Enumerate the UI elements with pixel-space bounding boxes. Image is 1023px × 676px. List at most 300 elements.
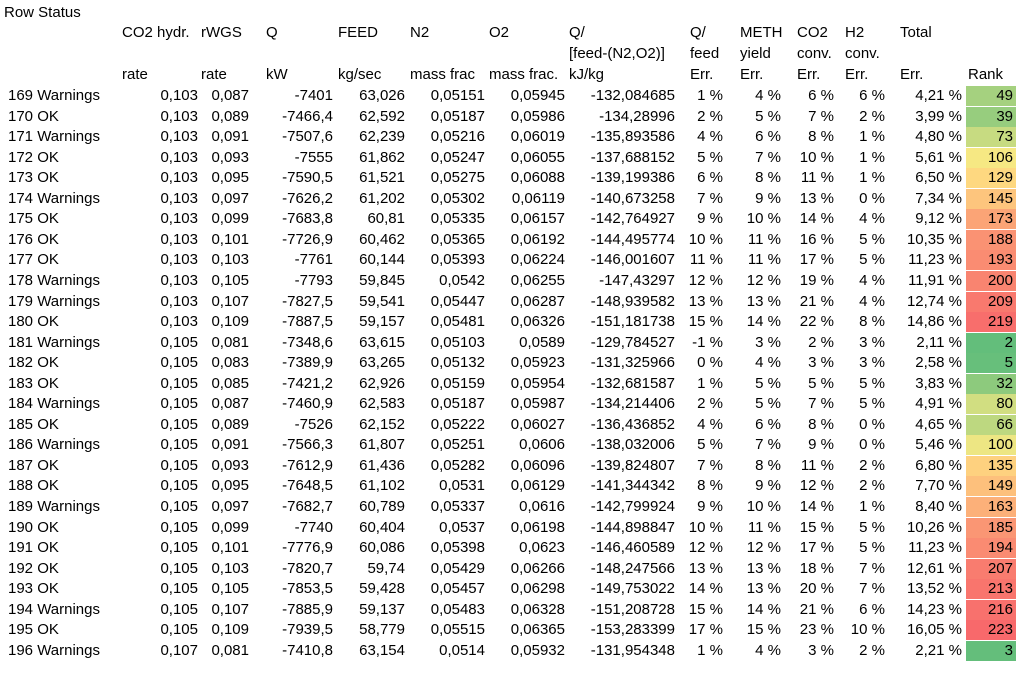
table-cell: 0,103: [160, 313, 198, 330]
table-cell: 0,099: [211, 210, 249, 227]
table-cell: -7761: [294, 251, 333, 268]
table-cell: 0,105: [160, 334, 198, 351]
table-cell: 0,05247: [430, 149, 485, 166]
table-cell: 7 %: [755, 149, 781, 166]
table-cell: 0,109: [211, 621, 249, 638]
header-label: Err.: [690, 66, 714, 83]
table-cell: 2 %: [859, 642, 885, 659]
table-cell: 0,05447: [430, 293, 485, 310]
table-cell: 7 %: [697, 190, 723, 207]
table-cell: 17 %: [799, 251, 834, 268]
table-cell: -7460,9: [282, 395, 333, 412]
table-cell: 14 %: [688, 580, 723, 597]
header-label: Err.: [900, 66, 924, 83]
header-label: N2: [410, 24, 430, 41]
table-cell: 4,80 %: [915, 128, 962, 145]
table-cell: 61,102: [359, 477, 405, 494]
table-cell: 12 %: [799, 477, 834, 494]
rank-cell: 73: [966, 127, 1016, 147]
table-cell: 5 %: [697, 436, 723, 453]
table-cell: -7885,9: [282, 601, 333, 618]
table-cell: 0,105: [160, 621, 198, 638]
table-cell: -139,199386: [590, 169, 675, 186]
table-cell: 0,103: [160, 293, 198, 310]
table-cell: 3 %: [859, 354, 885, 371]
table-cell: 0,05302: [430, 190, 485, 207]
table-cell: -142,799924: [590, 498, 675, 515]
table-cell: 0,05216: [430, 128, 485, 145]
table-cell: 0,087: [211, 395, 249, 412]
table-cell: 0,05393: [430, 251, 485, 268]
rank-cell: 106: [966, 148, 1016, 168]
table-cell: 2 %: [808, 334, 834, 351]
table-cell: 0,0589: [519, 334, 565, 351]
table-cell: 0,103: [160, 251, 198, 268]
table-cell: -129,784527: [590, 334, 675, 351]
table-cell: 2 %: [859, 457, 885, 474]
rank-cell: 163: [966, 497, 1016, 517]
header-label: Rank: [968, 66, 1004, 83]
table-cell: -1 %: [692, 334, 723, 351]
table-cell: 0,105: [160, 601, 198, 618]
table-cell: 0,105: [211, 272, 249, 289]
header-label: Q/: [690, 24, 706, 41]
table-cell: -7526: [294, 416, 333, 433]
table-cell: 60,789: [359, 498, 405, 515]
table-cell: -131,325966: [590, 354, 675, 371]
table-cell: 0,0537: [439, 519, 485, 536]
table-cell: 59,157: [359, 313, 405, 330]
table-cell: 0,06192: [510, 231, 565, 248]
table-cell: 59,74: [367, 560, 405, 577]
header-label: conv.: [797, 45, 832, 62]
table-cell: 59,845: [359, 272, 405, 289]
table-cell: -7682,7: [282, 498, 333, 515]
table-cell: 15 %: [799, 519, 834, 536]
table-cell: 60,086: [359, 539, 405, 556]
header-label: Q/: [569, 24, 585, 41]
table-cell: -134,214406: [590, 395, 675, 412]
table-cell: 11 %: [800, 169, 834, 186]
table-cell: 4 %: [755, 87, 781, 104]
table-cell: 11,91 %: [908, 272, 962, 289]
table-cell: 63,265: [359, 354, 405, 371]
table-cell: 6,50 %: [915, 169, 962, 186]
table-cell: 62,926: [359, 375, 405, 392]
row-status: 171 Warnings: [8, 128, 100, 145]
table-cell: 15 %: [688, 313, 723, 330]
table-cell: 0,087: [211, 87, 249, 104]
table-cell: 11,23 %: [908, 539, 962, 556]
rank-cell: 145: [966, 189, 1016, 209]
table-cell: 0,105: [160, 436, 198, 453]
table-cell: 59,541: [359, 293, 405, 310]
header-label: H2: [845, 24, 865, 41]
table-cell: 7 %: [808, 108, 834, 125]
table-cell: 5 %: [859, 231, 885, 248]
table-cell: 0,093: [211, 457, 249, 474]
table-cell: 7 %: [859, 560, 885, 577]
table-cell: 14 %: [799, 498, 834, 515]
table-cell: 0,103: [160, 272, 198, 289]
rank-cell: 80: [966, 394, 1016, 414]
table-cell: 3 %: [755, 334, 781, 351]
table-cell: -138,032006: [590, 436, 675, 453]
table-cell: 3,83 %: [915, 375, 962, 392]
table-cell: 0,105: [160, 477, 198, 494]
header-label: kW: [266, 66, 288, 83]
row-status: 190 OK: [8, 519, 59, 536]
table-cell: 61,436: [359, 457, 405, 474]
table-cell: -151,208728: [590, 601, 675, 618]
table-cell: 12 %: [746, 272, 781, 289]
table-cell: 4 %: [859, 293, 885, 310]
row-status: 185 OK: [8, 416, 59, 433]
rank-cell: 39: [966, 107, 1016, 127]
table-cell: 5 %: [755, 108, 781, 125]
table-cell: 5 %: [859, 251, 885, 268]
table-cell: -7827,5: [282, 293, 333, 310]
table-cell: 0,06096: [510, 457, 565, 474]
table-cell: 0,06129: [510, 477, 565, 494]
table-cell: -7348,6: [282, 334, 333, 351]
header-label: CO2 hydr.: [122, 24, 190, 41]
table-cell: -136,436852: [590, 416, 675, 433]
header-label: kJ/kg: [569, 66, 605, 83]
table-cell: 62,583: [359, 395, 405, 412]
table-cell: 0,083: [211, 354, 249, 371]
row-status: 169 Warnings: [8, 87, 100, 104]
row-status: 188 OK: [8, 477, 59, 494]
table-cell: 0,105: [211, 580, 249, 597]
header-label: FEED: [338, 24, 379, 41]
table-cell: -7726,9: [282, 231, 333, 248]
table-cell: 0,091: [211, 128, 249, 145]
table-cell: 21 %: [799, 293, 834, 310]
table-cell: 13 %: [746, 580, 781, 597]
header-label: conv.: [845, 45, 880, 62]
table-cell: 0,105: [160, 580, 198, 597]
table-cell: 1 %: [697, 375, 723, 392]
table-cell: 19 %: [799, 272, 834, 289]
rank-cell: 129: [966, 168, 1016, 188]
table-cell: 60,462: [359, 231, 405, 248]
table-cell: 5 %: [755, 395, 781, 412]
table-cell: -148,939582: [590, 293, 675, 310]
table-cell: 13,52 %: [906, 580, 962, 597]
table-cell: 12,61 %: [906, 560, 962, 577]
table-cell: 62,239: [359, 128, 405, 145]
table-cell: 0 %: [859, 190, 885, 207]
table-cell: 0,06287: [510, 293, 565, 310]
table-cell: 4 %: [697, 128, 723, 145]
table-cell: -7507,6: [282, 128, 333, 145]
table-cell: 0,06298: [510, 580, 565, 597]
table-cell: -7612,9: [282, 457, 333, 474]
table-cell: -148,247566: [590, 560, 675, 577]
table-cell: 0,0606: [519, 436, 565, 453]
table-cell: 13 %: [746, 560, 781, 577]
rank-cell: 173: [966, 209, 1016, 229]
table-cell: 5 %: [859, 375, 885, 392]
row-status: 180 OK: [8, 313, 59, 330]
table-cell: 20 %: [799, 580, 834, 597]
table-cell: 0,105: [160, 395, 198, 412]
table-cell: -137,688152: [590, 149, 675, 166]
table-cell: -140,673258: [590, 190, 675, 207]
row-status: 175 OK: [8, 210, 59, 227]
table-cell: 0,05103: [430, 334, 485, 351]
table-cell: 10 %: [746, 498, 781, 515]
table-cell: -134,28996: [599, 108, 675, 125]
row-status: 196 Warnings: [8, 642, 100, 659]
table-cell: 0,06328: [510, 601, 565, 618]
table-cell: -7590,5: [282, 169, 333, 186]
table-cell: 11 %: [747, 251, 781, 268]
table-cell: 0,05923: [510, 354, 565, 371]
table-cell: 0,0623: [519, 539, 565, 556]
table-cell: 9 %: [697, 210, 723, 227]
table-cell: 63,615: [359, 334, 405, 351]
rank-cell: 188: [966, 230, 1016, 250]
table-cell: -7648,5: [282, 477, 333, 494]
table-cell: 3 %: [808, 642, 834, 659]
table-cell: 0 %: [697, 354, 723, 371]
table-cell: 0,05398: [430, 539, 485, 556]
rank-cell: 66: [966, 415, 1016, 435]
table-cell: 0,105: [160, 416, 198, 433]
table-cell: 1 %: [859, 149, 885, 166]
table-cell: 0,107: [160, 642, 198, 659]
header-label: Total: [900, 24, 932, 41]
table-cell: 7 %: [859, 580, 885, 597]
table-cell: 11 %: [747, 519, 781, 536]
rank-cell: 213: [966, 579, 1016, 599]
table-cell: -147,43297: [599, 272, 675, 289]
table-cell: 14 %: [746, 601, 781, 618]
table-cell: 0,05151: [430, 87, 485, 104]
table-cell: 0,097: [211, 498, 249, 515]
table-cell: -7421,2: [282, 375, 333, 392]
table-cell: 0,05251: [430, 436, 485, 453]
table-cell: 0,05275: [430, 169, 485, 186]
table-cell: 0,103: [160, 108, 198, 125]
table-cell: 2 %: [697, 395, 723, 412]
rank-cell: 219: [966, 312, 1016, 332]
table-cell: 0,05222: [430, 416, 485, 433]
table-cell: 0,05954: [510, 375, 565, 392]
title-row-status: Row Status: [4, 4, 81, 21]
table-cell: 6 %: [859, 87, 885, 104]
rank-cell: 223: [966, 620, 1016, 640]
table-cell: 10 %: [799, 149, 834, 166]
header-label: Err.: [740, 66, 764, 83]
table-cell: 0,103: [160, 231, 198, 248]
table-cell: 0,109: [211, 313, 249, 330]
row-status: 174 Warnings: [8, 190, 100, 207]
table-cell: 0,05187: [430, 395, 485, 412]
table-cell: 59,137: [359, 601, 405, 618]
table-cell: 0,05986: [510, 108, 565, 125]
row-status: 191 OK: [8, 539, 59, 556]
table-cell: 13 %: [688, 293, 723, 310]
table-cell: 8 %: [808, 416, 834, 433]
row-status: 184 Warnings: [8, 395, 100, 412]
rank-cell: 209: [966, 292, 1016, 312]
table-cell: 0,05132: [430, 354, 485, 371]
table-cell: 0,103: [160, 149, 198, 166]
table-cell: 6 %: [755, 416, 781, 433]
table-cell: 0,06365: [510, 621, 565, 638]
table-cell: 0,06088: [510, 169, 565, 186]
table-cell: 0,089: [211, 416, 249, 433]
table-cell: 6 %: [755, 128, 781, 145]
row-status: 182 OK: [8, 354, 59, 371]
table-cell: 0,105: [160, 457, 198, 474]
table-cell: 0,06255: [510, 272, 565, 289]
row-status: 176 OK: [8, 231, 59, 248]
table-cell: 7,70 %: [915, 477, 962, 494]
table-cell: 4,21 %: [915, 87, 962, 104]
table-cell: 0,089: [211, 108, 249, 125]
table-cell: 23 %: [799, 621, 834, 638]
table-cell: 12 %: [688, 272, 723, 289]
table-cell: 60,404: [359, 519, 405, 536]
row-status: 194 Warnings: [8, 601, 100, 618]
header-label: feed: [690, 45, 720, 62]
table-cell: 0,103: [160, 169, 198, 186]
table-cell: 0,06266: [510, 560, 565, 577]
table-cell: 17 %: [799, 539, 834, 556]
table-cell: 0,05932: [510, 642, 565, 659]
header-label: Q: [266, 24, 278, 41]
table-cell: 0,095: [211, 477, 249, 494]
table-cell: 2 %: [697, 108, 723, 125]
table-cell: 4 %: [755, 642, 781, 659]
table-cell: 0,06027: [510, 416, 565, 433]
table-cell: 61,807: [359, 436, 405, 453]
table-cell: 61,521: [359, 169, 405, 186]
table-cell: 1 %: [697, 87, 723, 104]
table-cell: 0,05483: [430, 601, 485, 618]
table-cell: 0,097: [211, 190, 249, 207]
table-cell: -7887,5: [282, 313, 333, 330]
table-cell: 1 %: [859, 169, 885, 186]
table-cell: 0,105: [160, 498, 198, 515]
row-status: 177 OK: [8, 251, 59, 268]
header-label: Err.: [845, 66, 869, 83]
table-cell: 14 %: [746, 313, 781, 330]
table-cell: 16,05 %: [906, 621, 962, 638]
table-cell: -7939,5: [282, 621, 333, 638]
rank-cell: 3: [966, 641, 1016, 661]
table-cell: 8,40 %: [915, 498, 962, 515]
table-cell: 0,081: [211, 334, 249, 351]
table-cell: 10 %: [746, 210, 781, 227]
table-cell: 17 %: [688, 621, 723, 638]
row-status: 170 OK: [8, 108, 59, 125]
table-cell: 9 %: [808, 436, 834, 453]
table-cell: 4,65 %: [915, 416, 962, 433]
table-cell: -153,283399: [590, 621, 675, 638]
table-cell: 13 %: [688, 560, 723, 577]
table-cell: 0,05337: [430, 498, 485, 515]
table-cell: 0,105: [160, 539, 198, 556]
table-cell: 11,23 %: [908, 251, 962, 268]
table-cell: 8 %: [697, 477, 723, 494]
rank-cell: 185: [966, 518, 1016, 538]
row-status: 192 OK: [8, 560, 59, 577]
table-cell: 0,05159: [430, 375, 485, 392]
table-cell: 4 %: [859, 210, 885, 227]
table-cell: -149,753022: [590, 580, 675, 597]
table-cell: 2 %: [859, 108, 885, 125]
table-cell: 0,06198: [510, 519, 565, 536]
row-status: 181 Warnings: [8, 334, 100, 351]
table-cell: 9 %: [697, 498, 723, 515]
table-cell: 0,105: [160, 560, 198, 577]
table-cell: -7410,8: [282, 642, 333, 659]
table-cell: 3,99 %: [915, 108, 962, 125]
table-cell: 0,105: [160, 519, 198, 536]
table-cell: 14,86 %: [906, 313, 962, 330]
table-cell: 5,61 %: [915, 149, 962, 166]
table-cell: 13 %: [746, 293, 781, 310]
header-label: [feed-(N2,O2)]: [569, 45, 665, 62]
table-cell: 21 %: [799, 601, 834, 618]
table-cell: 4 %: [755, 354, 781, 371]
table-cell: 15 %: [688, 601, 723, 618]
table-cell: 12,74 %: [906, 293, 962, 310]
table-cell: 0,06157: [510, 210, 565, 227]
table-cell: 0,06326: [510, 313, 565, 330]
table-cell: 7,34 %: [915, 190, 962, 207]
table-cell: 9 %: [755, 190, 781, 207]
table-cell: 7 %: [808, 395, 834, 412]
row-status: 179 Warnings: [8, 293, 100, 310]
table-cell: 0,105: [160, 354, 198, 371]
table-cell: -144,495774: [590, 231, 675, 248]
table-cell: 2,11 %: [916, 334, 962, 351]
rank-cell: 5: [966, 353, 1016, 373]
table-cell: -7776,9: [282, 539, 333, 556]
table-cell: -7466,4: [282, 108, 333, 125]
table-cell: 0,107: [211, 601, 249, 618]
table-cell: 0,06224: [510, 251, 565, 268]
table-cell: -7566,3: [282, 436, 333, 453]
rank-cell: 207: [966, 559, 1016, 579]
table-cell: -7401: [294, 87, 333, 104]
table-cell: 8 %: [808, 128, 834, 145]
table-cell: 7 %: [697, 457, 723, 474]
table-cell: 8 %: [859, 313, 885, 330]
table-cell: 5 %: [859, 519, 885, 536]
table-cell: 2,21 %: [915, 642, 962, 659]
table-cell: 6 %: [697, 169, 723, 186]
table-cell: 0,05335: [430, 210, 485, 227]
table-cell: 10 %: [688, 519, 723, 536]
table-cell: 6 %: [859, 601, 885, 618]
row-status: 186 Warnings: [8, 436, 100, 453]
table-cell: 0,0616: [519, 498, 565, 515]
table-cell: 0,103: [211, 560, 249, 577]
table-cell: 0 %: [859, 436, 885, 453]
table-cell: 2,58 %: [915, 354, 962, 371]
table-cell: 0,05282: [430, 457, 485, 474]
table-cell: 5 %: [808, 375, 834, 392]
table-cell: -146,460589: [590, 539, 675, 556]
row-status: 193 OK: [8, 580, 59, 597]
